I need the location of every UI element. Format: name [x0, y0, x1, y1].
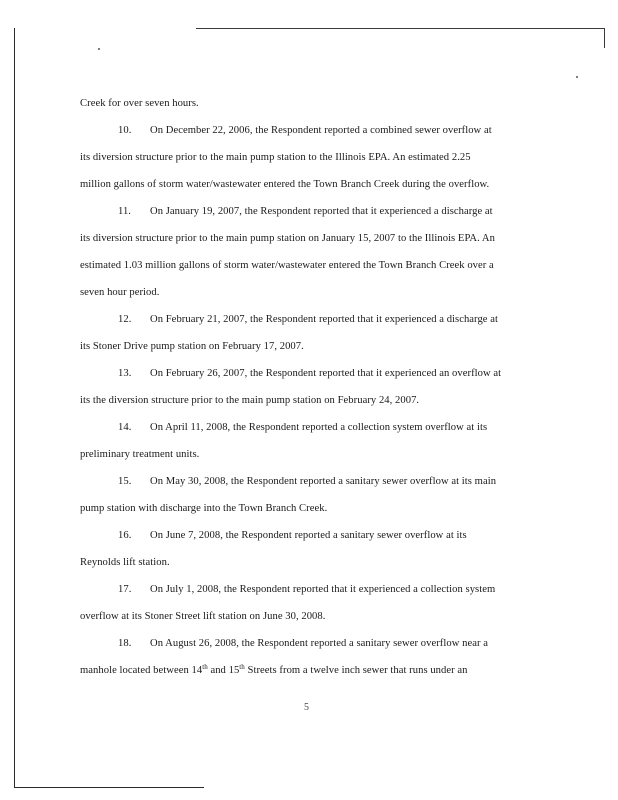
scan-border-top — [196, 28, 604, 29]
text-line: pump station with discharge into the Town Branch Creek. — [80, 503, 328, 514]
paragraph-number: 11. — [118, 206, 131, 217]
text-line-with-superscripts — [80, 664, 468, 677]
scan-speck — [98, 48, 100, 50]
paragraph-number: 14. — [118, 422, 132, 433]
paragraph-number: 16. — [118, 530, 132, 541]
text-line: On June 7, 2008, the Respondent reported a sanitary sewer overflow at its — [150, 530, 467, 541]
paragraph-15 — [118, 475, 496, 488]
text-line: million gallons of storm water/wastewater entered the Town Branch Creek during the overflow. — [80, 179, 490, 190]
paragraph-number: 15. — [118, 476, 132, 487]
text-line: overflow at its Stoner Street lift station on June 30, 2008. — [80, 611, 326, 622]
text-line: its diversion structure prior to the main pump station on January 15, 2007 to the Illinois EPA. An — [80, 233, 495, 244]
paragraph-18 — [118, 637, 488, 650]
paragraph-number: 10. — [118, 125, 132, 136]
scan-border-left — [14, 28, 15, 788]
scan-speck — [576, 76, 578, 78]
text-fragment: and 15 — [207, 665, 240, 676]
paragraph-number: 13. — [118, 368, 132, 379]
text-fragment: Streets from a twelve inch sewer that runs under an — [244, 665, 468, 676]
page-number: 5 — [304, 702, 309, 713]
text-line: its the diversion structure prior to the main pump station on February 24, 2007. — [80, 395, 420, 406]
text-line: On April 11, 2008, the Respondent reported a collection system overflow at its — [150, 422, 488, 433]
text-line: its Stoner Drive pump station on February 17, 2007. — [80, 341, 304, 352]
text-line: seven hour period. — [80, 287, 160, 298]
scan-border-right — [604, 28, 605, 48]
text-line: On February 21, 2007, the Respondent reported that it experienced a discharge at — [150, 314, 498, 325]
superscript: th — [239, 663, 245, 671]
paragraph-16 — [118, 529, 467, 542]
paragraph-17 — [118, 583, 495, 596]
text-line: On January 19, 2007, the Respondent reported that it experienced a discharge at — [150, 206, 493, 217]
text-line: preliminary treatment units. — [80, 449, 200, 460]
scan-border-bottom — [14, 787, 204, 788]
paragraph-14 — [118, 421, 487, 434]
superscript: th — [202, 663, 208, 671]
paragraph-11 — [118, 205, 493, 218]
text-line: On December 22, 2006, the Respondent reported a combined sewer overflow at — [150, 125, 492, 136]
text-line: On July 1, 2008, the Respondent reported that it experienced a collection system — [150, 584, 496, 595]
text-line: On February 26, 2007, the Respondent reported that it experienced an overflow at — [150, 368, 502, 379]
text-line: On August 26, 2008, the Respondent reported a sanitary sewer overflow near a — [150, 638, 488, 649]
paragraph-10 — [118, 124, 492, 137]
text-line: On May 30, 2008, the Respondent reported a sanitary sewer overflow at its main — [150, 476, 497, 487]
text-line: Creek for over seven hours. — [80, 98, 199, 109]
text-line: estimated 1.03 million gallons of storm water/wastewater entered the Town Branch Creek over a — [80, 260, 494, 271]
paragraph-12 — [118, 313, 498, 326]
paragraph-13 — [118, 367, 501, 380]
paragraph-number: 17. — [118, 584, 132, 595]
paragraph-number: 12. — [118, 314, 132, 325]
text-line: its diversion structure prior to the main pump station to the Illinois EPA. An estimated 2.25 — [80, 152, 471, 163]
text-fragment: manhole located between 14 — [80, 665, 203, 676]
text-line: Reynolds lift station. — [80, 557, 170, 568]
paragraph-number: 18. — [118, 638, 132, 649]
